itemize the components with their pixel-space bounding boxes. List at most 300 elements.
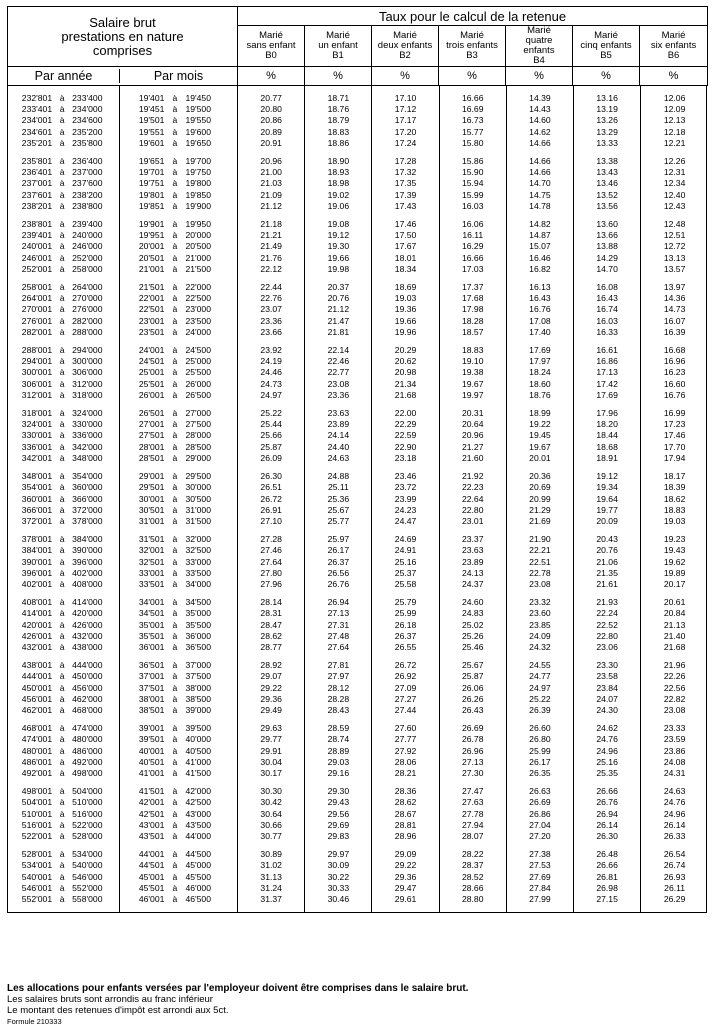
rate-b1: 22.14 <box>305 345 372 356</box>
rate-b5: 13.52 <box>574 190 641 201</box>
range-separator: à <box>59 682 65 693</box>
rate-b1: 18.98 <box>305 178 372 189</box>
rate-b3: 28.52 <box>439 872 506 883</box>
rate-b0: 20.80 <box>238 104 305 115</box>
annual-to: 235'200 <box>72 126 103 137</box>
annual-from: 306'001 <box>21 378 53 389</box>
rate-b1: 28.89 <box>305 746 372 757</box>
rate-b2: 26.92 <box>372 671 439 682</box>
annual-to: 390'000 <box>72 545 103 556</box>
rate-b2: 29.09 <box>372 849 439 860</box>
column-header-line: quatre <box>525 35 553 46</box>
rate-b2: 29.61 <box>372 894 439 905</box>
range-separator: à <box>59 345 65 356</box>
rate-b5: 23.30 <box>574 660 641 671</box>
table-row <box>8 367 708 378</box>
rate-b3: 20.64 <box>439 419 506 430</box>
table-row <box>8 683 708 694</box>
annual-to: 534'000 <box>72 849 103 860</box>
annual-to: 540'000 <box>72 860 103 871</box>
annual-from: 342'001 <box>21 452 53 463</box>
monthly-from: 36'001 <box>119 642 166 653</box>
rate-b3: 25.46 <box>439 642 506 653</box>
range-separator: à <box>172 797 178 808</box>
rate-b4: 22.78 <box>506 568 573 579</box>
monthly-to: 29'500 <box>185 471 211 482</box>
monthly-from: 33'001 <box>119 568 166 579</box>
rate-b6: 24.08 <box>641 757 708 768</box>
monthly-to: 19'450 <box>185 93 211 103</box>
rate-b1: 23.08 <box>305 379 372 390</box>
table-row <box>8 442 708 453</box>
monthly-to: 20'000 <box>185 230 211 241</box>
range-separator: à <box>59 389 65 400</box>
annual-to: 438'000 <box>72 641 103 652</box>
monthly-from: 21'501 <box>119 282 166 293</box>
annual-to: 396'000 <box>72 556 103 567</box>
rate-b1: 19.98 <box>305 264 372 275</box>
rate-b0: 27.80 <box>238 568 305 579</box>
monthly-from: 46'001 <box>119 894 166 905</box>
range-separator: à <box>172 882 178 893</box>
rate-b0: 27.10 <box>238 516 305 527</box>
rate-b2: 24.23 <box>372 505 439 516</box>
annual-to: 258'000 <box>72 263 103 274</box>
range-separator: à <box>172 894 178 904</box>
column-header-line: sans enfant <box>246 40 296 51</box>
rate-b2: 17.28 <box>372 156 439 167</box>
rate-b2: 23.18 <box>372 453 439 464</box>
rate-b2: 28.81 <box>372 820 439 831</box>
rate-b0: 20.89 <box>238 127 305 138</box>
range-separator: à <box>59 608 65 619</box>
rate-b4: 24.32 <box>506 642 573 653</box>
annual-to: 246'000 <box>72 241 103 252</box>
rate-b1: 26.94 <box>305 597 372 608</box>
rate-b6: 26.29 <box>641 894 708 905</box>
rate-b0: 21.76 <box>238 253 305 264</box>
rate-b6: 26.54 <box>641 849 708 860</box>
rate-b6: 21.40 <box>641 631 708 642</box>
rate-b5: 19.77 <box>574 505 641 516</box>
rate-b2: 22.00 <box>372 408 439 419</box>
rate-b0: 27.28 <box>238 534 305 545</box>
rate-b3: 28.80 <box>439 894 506 905</box>
rate-b4: 17.69 <box>506 345 573 356</box>
rate-b4: 17.97 <box>506 356 573 367</box>
annual-from: 492'001 <box>21 767 53 778</box>
rate-b6: 26.33 <box>641 831 708 842</box>
range-separator: à <box>59 797 65 808</box>
annual-to: 552'000 <box>72 882 103 893</box>
range-separator: à <box>172 860 178 871</box>
range-separator: à <box>172 252 178 263</box>
rate-b2: 27.92 <box>372 746 439 757</box>
rate-b2: 17.12 <box>372 104 439 115</box>
annual-from: 450'001 <box>21 682 53 693</box>
rate-b3: 17.03 <box>439 264 506 275</box>
rate-b5: 24.96 <box>574 746 641 757</box>
range-separator: à <box>172 608 178 619</box>
rate-b2: 25.37 <box>372 568 439 579</box>
monthly-to: 41'000 <box>185 756 211 767</box>
range-separator: à <box>59 641 65 652</box>
rate-b5: 26.66 <box>574 860 641 871</box>
rate-b4: 14.66 <box>506 167 573 178</box>
rate-b3: 16.11 <box>439 230 506 241</box>
range-separator: à <box>59 882 65 893</box>
rate-b6: 13.13 <box>641 253 708 264</box>
rate-b6: 12.34 <box>641 178 708 189</box>
rate-b0: 29.49 <box>238 705 305 716</box>
monthly-from: 19'751 <box>119 178 166 189</box>
column-header-line: Marié <box>259 30 283 41</box>
annual-from: 372'001 <box>21 515 53 526</box>
rate-b2: 25.16 <box>372 557 439 568</box>
range-separator: à <box>172 786 178 797</box>
annual-from: 390'001 <box>21 556 53 567</box>
table-row <box>8 734 708 745</box>
table-row <box>8 579 708 590</box>
table-row <box>8 757 708 768</box>
range-separator: à <box>172 682 178 693</box>
annual-to: 239'400 <box>72 219 103 230</box>
rate-b2: 17.32 <box>372 167 439 178</box>
rate-b0: 30.04 <box>238 757 305 768</box>
table-row <box>8 631 708 642</box>
rate-b1: 27.13 <box>305 608 372 619</box>
monthly-to: 42'500 <box>185 797 211 808</box>
rates-table <box>8 86 708 912</box>
rate-b6: 14.36 <box>641 293 708 304</box>
rate-b5: 13.56 <box>574 201 641 212</box>
rate-b1: 19.02 <box>305 190 372 201</box>
range-separator: à <box>59 534 65 545</box>
table-row <box>8 282 708 293</box>
rate-b2: 28.62 <box>372 797 439 808</box>
monthly-from: 28'501 <box>119 453 166 464</box>
group-spacer <box>8 275 708 282</box>
rate-b2: 23.99 <box>372 494 439 505</box>
rate-b5: 23.84 <box>574 683 641 694</box>
rate-b4: 17.40 <box>506 327 573 338</box>
rate-b4: 16.82 <box>506 264 573 275</box>
rate-b3: 27.94 <box>439 820 506 831</box>
group-spacer <box>8 716 708 723</box>
annual-from: 238'801 <box>21 219 53 230</box>
range-separator: à <box>59 619 65 630</box>
range-separator: à <box>59 578 65 589</box>
rate-b4: 27.69 <box>506 872 573 883</box>
rate-b6: 14.73 <box>641 304 708 315</box>
annual-from: 402'001 <box>21 578 53 589</box>
rate-b0: 27.64 <box>238 557 305 568</box>
monthly-from: 42'001 <box>119 797 166 808</box>
group-spacer <box>8 779 708 786</box>
range-separator: à <box>59 786 65 797</box>
monthly-to: 46'500 <box>185 894 211 904</box>
rate-b2: 23.72 <box>372 482 439 493</box>
range-separator: à <box>172 167 178 178</box>
rate-b2: 21.34 <box>372 379 439 390</box>
rate-b6: 12.72 <box>641 241 708 252</box>
monthly-from: 32'501 <box>119 557 166 568</box>
range-separator: à <box>59 378 65 389</box>
range-separator: à <box>59 167 65 178</box>
range-separator: à <box>59 452 65 463</box>
range-separator: à <box>59 830 65 841</box>
monthly-from: 37'001 <box>119 671 166 682</box>
rate-b6: 16.99 <box>641 408 708 419</box>
rate-b1: 18.83 <box>305 127 372 138</box>
table-row <box>8 115 708 126</box>
rate-b4: 23.60 <box>506 608 573 619</box>
annual-from: 552'001 <box>21 894 53 904</box>
monthly-to: 19'500 <box>185 104 211 115</box>
annual-to: 558'000 <box>72 894 103 904</box>
monthly-from: 19'901 <box>119 219 166 230</box>
rate-b0: 26.51 <box>238 482 305 493</box>
rate-b3: 22.23 <box>439 482 506 493</box>
monthly-from: 29'501 <box>119 482 166 493</box>
rate-b4: 14.39 <box>506 93 573 104</box>
table-row <box>8 516 708 527</box>
rate-b4: 26.39 <box>506 705 573 716</box>
rate-b1: 28.43 <box>305 705 372 716</box>
range-separator: à <box>59 808 65 819</box>
range-separator: à <box>172 452 178 463</box>
rate-b1: 19.12 <box>305 230 372 241</box>
table-row <box>8 482 708 493</box>
rate-b2: 25.79 <box>372 597 439 608</box>
rate-b5: 13.43 <box>574 167 641 178</box>
monthly-to: 35'000 <box>185 608 211 619</box>
monthly-to: 40'000 <box>185 734 211 745</box>
rate-b5: 20.43 <box>574 534 641 545</box>
rate-b4: 20.99 <box>506 494 573 505</box>
rate-b5: 18.20 <box>574 419 641 430</box>
range-separator: à <box>59 156 65 167</box>
monthly-to: 41'500 <box>185 767 211 778</box>
annual-from: 234'001 <box>21 115 53 126</box>
annual-from: 522'001 <box>21 830 53 841</box>
range-separator: à <box>172 93 178 103</box>
monthly-to: 40'500 <box>185 745 211 756</box>
rate-b0: 22.44 <box>238 282 305 293</box>
rate-b2: 17.17 <box>372 115 439 126</box>
group-spacer <box>8 527 708 534</box>
rate-b5: 20.09 <box>574 516 641 527</box>
rate-b3: 16.69 <box>439 104 506 115</box>
rate-b0: 31.13 <box>238 872 305 883</box>
column-header-b0 <box>238 26 305 67</box>
monthly-to: 19'550 <box>185 115 211 126</box>
rate-b4: 14.62 <box>506 127 573 138</box>
range-separator: à <box>59 419 65 430</box>
range-separator: à <box>172 441 178 452</box>
range-separator: à <box>172 419 178 430</box>
range-separator: à <box>59 252 65 263</box>
rate-b6: 23.86 <box>641 746 708 757</box>
rate-b4: 22.51 <box>506 557 573 568</box>
rate-b6: 18.39 <box>641 482 708 493</box>
rate-b4: 14.66 <box>506 156 573 167</box>
annual-to: 234'600 <box>72 115 103 126</box>
rate-b5: 14.29 <box>574 253 641 264</box>
rate-b0: 24.97 <box>238 390 305 401</box>
rate-b2: 28.36 <box>372 786 439 797</box>
annual-to: 342'000 <box>72 441 103 452</box>
rate-b6: 16.23 <box>641 367 708 378</box>
group-spacer <box>8 653 708 660</box>
annual-from: 540'001 <box>21 871 53 882</box>
annual-to: 456'000 <box>72 682 103 693</box>
rate-b0: 23.36 <box>238 316 305 327</box>
rate-b2: 20.98 <box>372 367 439 378</box>
rate-b2: 18.69 <box>372 282 439 293</box>
annual-from: 384'001 <box>21 545 53 556</box>
pct-label: % <box>372 67 439 86</box>
rate-b4: 23.08 <box>506 579 573 590</box>
rate-b1: 30.09 <box>305 860 372 871</box>
rate-b3: 15.94 <box>439 178 506 189</box>
rate-b0: 29.91 <box>238 746 305 757</box>
rate-b5: 26.66 <box>574 786 641 797</box>
rate-b4: 22.21 <box>506 545 573 556</box>
rate-b3: 23.89 <box>439 557 506 568</box>
range-separator: à <box>172 630 178 641</box>
monthly-to: 42'000 <box>185 786 211 797</box>
monthly-from: 27'501 <box>119 430 166 441</box>
range-separator: à <box>59 567 65 578</box>
rate-b4: 26.63 <box>506 786 573 797</box>
rate-b2: 29.22 <box>372 860 439 871</box>
annual-from: 282'001 <box>21 326 53 337</box>
rate-b3: 28.07 <box>439 831 506 842</box>
range-separator: à <box>172 200 178 211</box>
rate-b1: 18.76 <box>305 104 372 115</box>
rate-b5: 19.64 <box>574 494 641 505</box>
monthly-from: 22'001 <box>119 293 166 304</box>
rate-b5: 13.60 <box>574 219 641 230</box>
rate-b3: 27.78 <box>439 809 506 820</box>
rate-b3: 26.26 <box>439 694 506 705</box>
annual-from: 444'001 <box>21 671 53 682</box>
rate-b4: 18.76 <box>506 390 573 401</box>
rate-b6: 19.43 <box>641 545 708 556</box>
monthly-to: 23'500 <box>185 315 211 326</box>
table-row <box>8 849 708 860</box>
annual-to: 360'000 <box>72 482 103 493</box>
rate-b1: 27.97 <box>305 671 372 682</box>
range-separator: à <box>172 315 178 326</box>
rate-b5: 21.35 <box>574 568 641 579</box>
annual-to: 330'000 <box>72 419 103 430</box>
rate-b1: 26.17 <box>305 545 372 556</box>
rate-b5: 13.66 <box>574 230 641 241</box>
monthly-to: 37'500 <box>185 671 211 682</box>
monthly-to: 37'000 <box>185 660 211 671</box>
rate-b6: 22.56 <box>641 683 708 694</box>
rate-b3: 20.31 <box>439 408 506 419</box>
rate-b1: 25.36 <box>305 494 372 505</box>
rate-b4: 21.29 <box>506 505 573 516</box>
range-separator: à <box>172 326 178 337</box>
rate-b0: 30.17 <box>238 768 305 779</box>
monthly-from: 36'501 <box>119 660 166 671</box>
rate-b0: 28.14 <box>238 597 305 608</box>
annual-from: 234'601 <box>21 126 53 137</box>
rate-b0: 31.02 <box>238 860 305 871</box>
annual-to: 528'000 <box>72 830 103 841</box>
rate-b1: 18.79 <box>305 115 372 126</box>
table-row <box>8 408 708 419</box>
rate-b1: 28.59 <box>305 723 372 734</box>
range-separator: à <box>172 126 178 137</box>
rate-b1: 21.47 <box>305 316 372 327</box>
rate-b0: 31.24 <box>238 883 305 894</box>
rate-b5: 18.44 <box>574 430 641 441</box>
table-row <box>8 557 708 568</box>
column-header-line: B1 <box>332 50 344 61</box>
annual-to: 238'800 <box>72 200 103 211</box>
table-row <box>8 138 708 149</box>
range-separator: à <box>172 671 178 682</box>
rate-b3: 16.03 <box>439 201 506 212</box>
range-separator: à <box>172 156 178 167</box>
rate-b5: 22.24 <box>574 608 641 619</box>
rate-b0: 30.42 <box>238 797 305 808</box>
monthly-to: 19'700 <box>185 156 211 167</box>
rate-b0: 22.76 <box>238 293 305 304</box>
annual-from: 408'001 <box>21 597 53 608</box>
rate-b4: 27.99 <box>506 894 573 905</box>
rate-b0: 30.66 <box>238 820 305 831</box>
annual-from: 336'001 <box>21 441 53 452</box>
rate-b6: 20.84 <box>641 608 708 619</box>
rate-b4: 20.36 <box>506 471 573 482</box>
pct-label: % <box>439 67 506 86</box>
monthly-from: 34'001 <box>119 597 166 608</box>
rate-b2: 19.36 <box>372 304 439 315</box>
rate-b5: 16.86 <box>574 356 641 367</box>
range-separator: à <box>172 693 178 704</box>
rate-b3: 26.69 <box>439 723 506 734</box>
rate-b1: 24.40 <box>305 442 372 453</box>
monthly-to: 26'000 <box>185 378 211 389</box>
rate-b4: 18.99 <box>506 408 573 419</box>
table-row <box>8 705 708 716</box>
rate-b2: 27.44 <box>372 705 439 716</box>
monthly-to: 32'500 <box>185 545 211 556</box>
range-separator: à <box>59 871 65 882</box>
rate-b0: 23.07 <box>238 304 305 315</box>
range-separator: à <box>172 515 178 526</box>
column-header-line: B3 <box>466 50 478 61</box>
annual-from: 232'801 <box>21 93 53 103</box>
annual-from: 324'001 <box>21 419 53 430</box>
table-row <box>8 390 708 401</box>
rate-b3: 27.47 <box>439 786 506 797</box>
rate-b6: 22.82 <box>641 694 708 705</box>
monthly-to: 32'000 <box>185 534 211 545</box>
rate-b2: 22.59 <box>372 430 439 441</box>
rate-b0: 29.22 <box>238 683 305 694</box>
monthly-from: 23'001 <box>119 316 166 327</box>
rate-b0: 21.12 <box>238 201 305 212</box>
rate-b2: 25.99 <box>372 608 439 619</box>
annual-from: 233'401 <box>21 104 53 115</box>
